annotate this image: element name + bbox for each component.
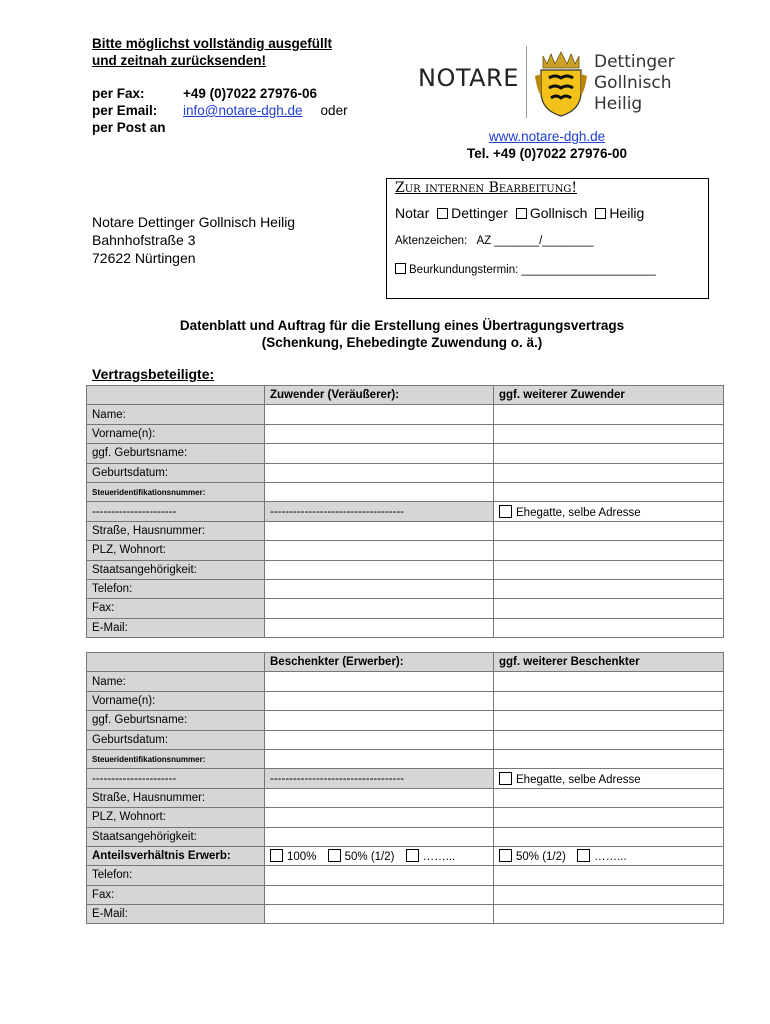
further-recipient-nationality-field[interactable] xyxy=(494,827,724,846)
instruction-line-1: Bitte möglichst vollständig ausgefüllt xyxy=(92,36,333,51)
email-link[interactable]: info@notare-dgh.de xyxy=(183,103,303,118)
web-contact xyxy=(392,128,702,162)
row-label-tax-id: Steueridentifikationsnummer: xyxy=(87,749,265,768)
document-title xyxy=(92,317,712,351)
row-label-fax: Fax: xyxy=(87,885,265,904)
notar-label: Notar xyxy=(395,205,430,221)
internal-processing-box xyxy=(386,178,709,299)
checkbox-appointment[interactable] xyxy=(395,263,406,274)
table-row xyxy=(87,672,724,691)
instruction-text xyxy=(92,35,332,69)
further-donor-fax-field[interactable] xyxy=(494,599,724,618)
instruction-line-2: und zeitnah zurücksenden! xyxy=(92,53,267,68)
row-label-first-name: Vorname(n): xyxy=(87,424,265,443)
table-row xyxy=(87,599,724,618)
row-label-first-name: Vorname(n): xyxy=(87,691,265,710)
row-label-email: E-Mail: xyxy=(87,905,265,924)
logo-names xyxy=(594,52,675,115)
internal-box-title: Zur internen Bearbeitung! xyxy=(395,180,577,196)
spouse-option-cell xyxy=(494,769,724,788)
further-donor-birth-date-field[interactable] xyxy=(494,463,724,482)
section-title: Vertragsbeteiligte: xyxy=(92,366,215,382)
recipient-email-field[interactable] xyxy=(265,905,494,924)
phone-number: Tel. +49 (0)7022 27976-00 xyxy=(467,146,627,161)
table-row xyxy=(87,618,724,637)
donor-name-field[interactable] xyxy=(265,405,494,424)
separator-cell: ----------------------------------- xyxy=(265,502,494,521)
row-label-birth-name: ggf. Geburtsname: xyxy=(87,444,265,463)
row-label-name: Name: xyxy=(87,405,265,424)
post-label: per Post an xyxy=(92,120,166,135)
checkbox-gollnisch[interactable] xyxy=(516,208,527,219)
checkbox-dettinger[interactable] xyxy=(437,208,448,219)
table-row xyxy=(87,405,724,424)
table-row xyxy=(87,846,724,865)
further-share-ratio-options xyxy=(494,846,724,865)
further-recipient-first-name-field[interactable] xyxy=(494,691,724,710)
further-recipient-birth-date-field[interactable] xyxy=(494,730,724,749)
website-link[interactable]: www.notare-dgh.de xyxy=(488,129,606,144)
fax-number: +49 (0)7022 27976-06 xyxy=(183,86,317,101)
recipient-fax-field[interactable] xyxy=(265,885,494,904)
notar-selection xyxy=(395,205,644,221)
row-label-city: PLZ, Wohnort: xyxy=(87,541,265,560)
recipient-table xyxy=(86,652,724,924)
spouse-option-label: Ehegatte, selbe Adresse xyxy=(516,506,641,519)
donor-birth-name-field[interactable] xyxy=(265,444,494,463)
table-row xyxy=(87,424,724,443)
further-recipient-street-field[interactable] xyxy=(494,788,724,807)
further-recipient-name-field[interactable] xyxy=(494,672,724,691)
recipient-city-field[interactable] xyxy=(265,808,494,827)
email-suffix: oder xyxy=(320,103,348,118)
recipient-street-field[interactable] xyxy=(265,788,494,807)
table-row xyxy=(87,444,724,463)
further-recipient-tax-id-field[interactable] xyxy=(494,749,724,768)
header-cell-empty xyxy=(87,386,265,405)
contact-block xyxy=(92,85,348,136)
donor-phone-field[interactable] xyxy=(265,579,494,598)
row-label-separator: ---------------------- xyxy=(87,769,265,788)
recipient-name-field[interactable] xyxy=(265,672,494,691)
table-row xyxy=(87,788,724,807)
further-donor-first-name-field[interactable] xyxy=(494,424,724,443)
row-label-birth-date: Geburtsdatum: xyxy=(87,730,265,749)
logo-wordmark: NOTARE xyxy=(418,64,519,92)
recipient-address xyxy=(92,213,295,267)
file-number-row xyxy=(395,235,593,247)
row-label-phone: Telefon: xyxy=(87,866,265,885)
table-row xyxy=(87,905,724,924)
appointment-row xyxy=(395,263,656,276)
table-row xyxy=(87,579,724,598)
share-100-label: 100% xyxy=(287,851,317,864)
further-recipient-phone-field[interactable] xyxy=(494,866,724,885)
table-row xyxy=(87,769,724,788)
row-label-email: E-Mail: xyxy=(87,618,265,637)
header-donor: Zuwender (Veräußerer): xyxy=(265,386,494,405)
row-label-phone: Telefon: xyxy=(87,579,265,598)
checkbox-further-share-other[interactable] xyxy=(577,849,590,862)
row-label-tax-id: Steueridentifikationsnummer: xyxy=(87,482,265,501)
further-donor-city-field[interactable] xyxy=(494,541,724,560)
table-row xyxy=(87,482,724,501)
donor-fax-field[interactable] xyxy=(265,599,494,618)
donor-tax-id-field[interactable] xyxy=(265,482,494,501)
table-row xyxy=(87,885,724,904)
donor-birth-date-field[interactable] xyxy=(265,463,494,482)
address-line-2: Bahnhofstraße 3 xyxy=(92,232,196,248)
header-further-recipient: ggf. weiterer Beschenkter xyxy=(494,653,724,672)
recipient-nationality-field[interactable] xyxy=(265,827,494,846)
option-gollnisch: Gollnisch xyxy=(529,205,588,221)
header-further-donor: ggf. weiterer Zuwender xyxy=(494,386,724,405)
donor-email-field[interactable] xyxy=(265,618,494,637)
checkbox-spouse-same-address[interactable] xyxy=(499,772,512,785)
further-donor-phone-field[interactable] xyxy=(494,579,724,598)
table-row xyxy=(87,521,724,540)
table-row xyxy=(87,691,724,710)
fax-label: per Fax: xyxy=(92,86,145,101)
checkbox-spouse-same-address[interactable] xyxy=(499,505,512,518)
separator-cell: ----------------------------------- xyxy=(265,769,494,788)
recipient-first-name-field[interactable] xyxy=(265,691,494,710)
table-header-row xyxy=(87,653,724,672)
table-row xyxy=(87,730,724,749)
checkbox-share-100[interactable] xyxy=(270,849,283,862)
header-cell-empty xyxy=(87,653,265,672)
further-donor-tax-id-field[interactable] xyxy=(494,482,724,501)
file-number-field[interactable]: AZ _______/________ xyxy=(476,235,594,247)
row-label-birth-name: ggf. Geburtsname: xyxy=(87,711,265,730)
table-row xyxy=(87,502,724,521)
further-recipient-city-field[interactable] xyxy=(494,808,724,827)
table-row xyxy=(87,808,724,827)
table-row xyxy=(87,463,724,482)
further-recipient-fax-field[interactable] xyxy=(494,885,724,904)
address-line-3: 72622 Nürtingen xyxy=(92,250,196,266)
option-dettinger: Dettinger xyxy=(451,205,508,221)
document-title-line-1: Datenblatt und Auftrag für die Erstellung eines Übertragungsvertrags xyxy=(179,318,625,333)
recipient-birth-date-field[interactable] xyxy=(265,730,494,749)
file-number-label: Aktenzeichen: xyxy=(395,235,468,247)
table-row xyxy=(87,711,724,730)
logo-name-3: Heilig xyxy=(594,94,643,114)
row-label-birth-date: Geburtsdatum: xyxy=(87,463,265,482)
row-label-name: Name: xyxy=(87,672,265,691)
table-row xyxy=(87,560,724,579)
donor-first-name-field[interactable] xyxy=(265,424,494,443)
row-label-separator: ---------------------- xyxy=(87,502,265,521)
further-recipient-email-field[interactable] xyxy=(494,905,724,924)
share-ratio-options xyxy=(265,846,494,865)
logo-name-2: Gollnisch xyxy=(594,73,672,93)
further-donor-name-field[interactable] xyxy=(494,405,724,424)
email-label: per Email: xyxy=(92,103,158,118)
spouse-option-cell xyxy=(494,502,724,521)
donor-city-field[interactable] xyxy=(265,541,494,560)
appointment-label: Beurkundungstermin: _____________________ xyxy=(409,264,656,276)
row-label-street: Straße, Hausnummer: xyxy=(87,788,265,807)
spouse-option-label: Ehegatte, selbe Adresse xyxy=(516,773,641,786)
checkbox-further-share-50[interactable] xyxy=(499,849,512,862)
option-heilig: Heilig xyxy=(609,205,645,221)
row-label-nationality: Staatsangehörigkeit: xyxy=(87,560,265,579)
recipient-birth-name-field[interactable] xyxy=(265,711,494,730)
further-share-50-label: 50% (1/2) xyxy=(516,851,566,864)
table-header-row xyxy=(87,386,724,405)
further-donor-street-field[interactable] xyxy=(494,521,724,540)
coat-of-arms-icon xyxy=(533,50,589,118)
row-label-street: Straße, Hausnummer: xyxy=(87,521,265,540)
further-donor-nationality-field[interactable] xyxy=(494,560,724,579)
logo-divider xyxy=(526,46,527,118)
further-recipient-birth-name-field[interactable] xyxy=(494,711,724,730)
row-label-nationality: Staatsangehörigkeit: xyxy=(87,827,265,846)
logo-name-1: Dettinger xyxy=(594,52,675,72)
row-label-city: PLZ, Wohnort: xyxy=(87,808,265,827)
checkbox-share-other[interactable] xyxy=(406,849,419,862)
table-row xyxy=(87,541,724,560)
row-label-share-ratio: Anteilsverhältnis Erwerb: xyxy=(87,846,265,865)
header-recipient: Beschenkter (Erwerber): xyxy=(265,653,494,672)
table-row xyxy=(87,827,724,846)
recipient-phone-field[interactable] xyxy=(265,866,494,885)
checkbox-heilig[interactable] xyxy=(595,208,606,219)
further-donor-email-field[interactable] xyxy=(494,618,724,637)
row-label-fax: Fax: xyxy=(87,599,265,618)
address-line-1: Notare Dettinger Gollnisch Heilig xyxy=(92,214,296,230)
recipient-tax-id-field[interactable] xyxy=(265,749,494,768)
table-row xyxy=(87,866,724,885)
further-share-other-label: ……... xyxy=(594,851,627,864)
checkbox-share-50[interactable] xyxy=(328,849,341,862)
further-donor-birth-name-field[interactable] xyxy=(494,444,724,463)
donor-nationality-field[interactable] xyxy=(265,560,494,579)
donor-street-field[interactable] xyxy=(265,521,494,540)
donor-table xyxy=(86,385,724,638)
table-row xyxy=(87,749,724,768)
share-other-label: ……... xyxy=(422,851,456,864)
document-title-line-2: (Schenkung, Ehebedingte Zuwendung o. ä.) xyxy=(261,335,543,350)
share-50-label: 50% (1/2) xyxy=(344,851,395,864)
